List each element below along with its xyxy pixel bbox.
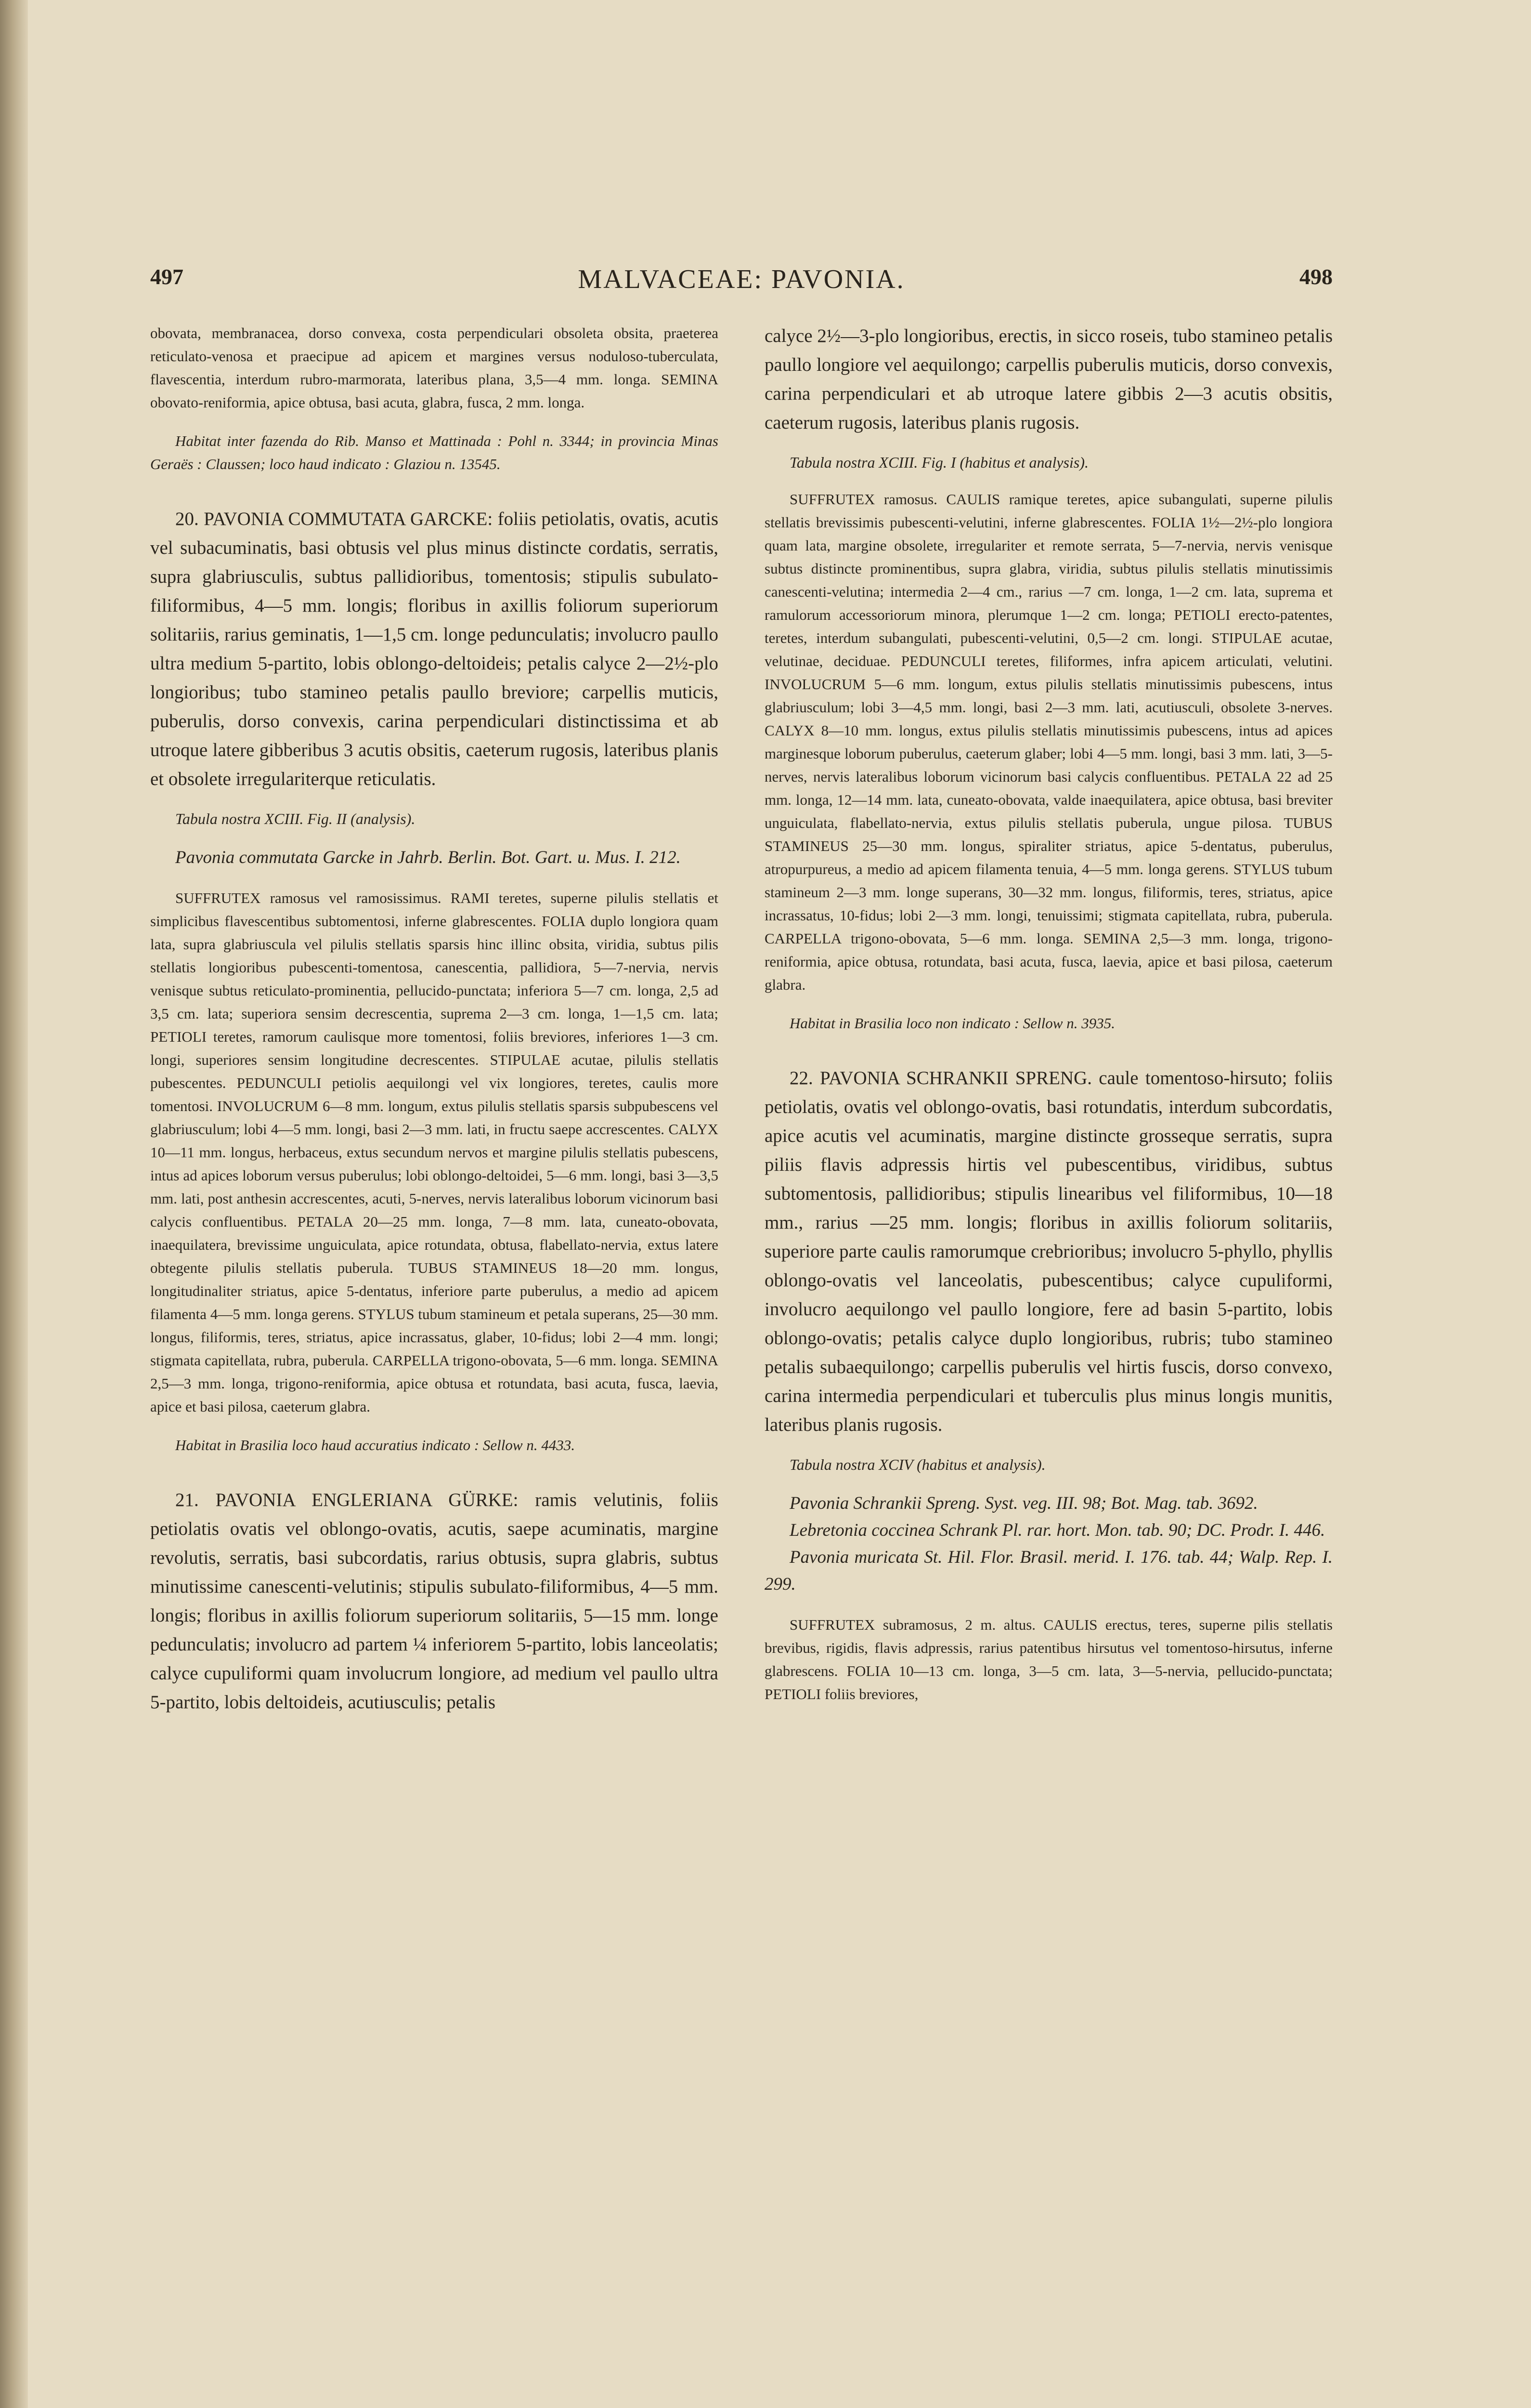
- species-heading-22: 22. PAVONIA SCHRANKII SPRENG. caule tomentoso-hirsuto; foliis petiolatis, ovatis vel oblongo-ovatis, basi rotundatis, interdum subcordatis, apice acutis vel acuminatis, margine distincte grosseque serratis, supra piliis flavis adpressis hirtis vel pubescentibus, viridibus, subtus subtomentosis, pallidioribus; stipulis linearibus vel filiformibus, 10—18 mm., rarius —25 mm. longis; floribus in axillis foliorum solitariis, superiore parte caulis ramorumque crebrioribus; involucro 5-phyllo, phyllis oblongo-ovatis vel lanceolatis, pubescentibus; calyce cupuliformi, involucro aequilongo vel paullo longiore, fere ad basin 5-partito, lobis oblongo-ovatis; petalis calyce duplo longioribus, rubris; tubo stamineo petalis subaequilongo; carpellis puberulis vel hirtis fuscis, dorso convexo, carina intermedia perpendiculari et tuberculis plus minus longis munitis, lateribus planis rugosis.: [765, 1068, 1333, 1435]
- continued-diagnosis: calyce 2½—3-plo longioribus, erectis, in sicco roseis, tubo stamineo petalis paullo longiore vel aequilongo; carpellis puberulis muticis, dorso convexis, carina perpendiculari et ab utroque latere gibbis 2—3 acutis obsitis, caeterum rugosis, lateribus planis rugosis.: [765, 326, 1333, 433]
- habitat-note: Habitat inter fazenda do Rib. Manso et Mattinada : Pohl n. 3344; in provincia Minas Geraës : Claussen; loco haud indicato : Glaziou n. 13545.: [150, 432, 718, 472]
- species-description: SUFFRUTEX ramosus. CAULIS ramique teretes, apice subangulati, superne pilulis stellatis brevissimis pubescenti-velutini, inferne glabrescentes. FOLIA 1½—2½-plo longiora quam lata, margine obsolete, irregulariter et remote serrata, 5—7-nervia, nervis venisque subtus distincte prominentibus, supra glabra, viridia, subtus pilulis stellatis minutissimis canescenti-velutina; intermedia 2—4 cm., rarius —7 cm. longa, 1—2 cm. lata, suprema et ramulorum accessoriorum minora, plerumque 1—2 cm. longa; PETIOLI erecto-patentes, teretes, interdum subangulati, pubescenti-velutini, 0,5—2 cm. longi. STIPULAE acutae, velutinae, deciduae. PEDUNCULI teretes, filiformes, infra apicem articulati, velutini. INVOLUCRUM 5—6 mm. longum, extus pilulis stellatis minutissimis pubescens, intus glabriusculum; lobi 3—4,5 mm. longi, basi 2—3 mm. lati, acutiusculi, obsolete 3-nerves. CALYX 8—10 mm. longus, extus pilulis stellatis minutissimis pubescens, intus ad apices marginesque loborum puberulus, caeterum glaber; lobi 4—5 mm. longi, basi 3 mm. lati, 3—5-nerves, nervis lateralibus loborum vicinorum basi calycis confluentibus. PETALA 22 ad 25 mm. longa, 12—14 mm. lata, cuneato-obovata, valde inaequilatera, apice obtusa, basi breviter unguiculata, flabellato-nervia, extus pilulis stellatis puberula, ungue pilosa. TUBUS STAMINEUS 25—30 mm. longus, spiraliter striatus, apice 5-dentatus, puberulus, atropurpureus, a medio ad apicem filamenta tenuia, 4—5 mm. longa gerens. STYLUS tubum stamineum 2—3 mm. longe superans, 30—32 mm. longus, filiformis, teres, striatus, apice incrassatus, 10-fidus; lobi 2—3 mm. longi, tenuissimi; stigmata capitellata, rubra, puberula. CARPELLA trigono-obovata, 5—6 mm. longa. SEMINA 2,5—3 mm. longa, trigono-reniformia, apice obtusa, rotundata, basi acuta, fusca, laevia, apice et basi pilosa, caeterum glabra.: [765, 491, 1333, 993]
- running-title: MALVACEAE: PAVONIA.: [578, 264, 905, 294]
- continued-description: obovata, membranacea, dorso convexa, costa perpendiculari obsoleta obsita, praeterea reticulato-venosa et praecipue ad apicem et margines versus noduloso-tuberculata, flavescentia, interdum rubro-marmorata, lateribus plana, 3,5—4 mm. longa. SEMINA obovato-reniformia, apice obtusa, basi acuta, glabra, fusca, 2 mm. longa.: [150, 325, 718, 411]
- plate-reference: Tabula nostra XCIII. Fig. I (habitus et analysis).: [790, 454, 1089, 471]
- plate-reference: Tabula nostra XCIV (habitus et analysis).: [790, 1456, 1046, 1473]
- page-header: [150, 264, 1333, 302]
- plate-reference: Tabula nostra XCIII. Fig. II (analysis).: [175, 810, 415, 827]
- habitat-note: Habitat in Brasilia loco non indicato : Sellow n. 3935.: [790, 1015, 1115, 1032]
- right-column: [765, 322, 1333, 1706]
- synonym: Pavonia muricata St. Hil. Flor. Brasil. merid. I. 176. tab. 44; Walp. Rep. I. 299.: [765, 1547, 1333, 1594]
- synonym: Pavonia Schrankii Spreng. Syst. veg. III. 98; Bot. Mag. tab. 3692.: [790, 1493, 1258, 1513]
- synonym: Pavonia commutata Garcke in Jahrb. Berlin. Bot. Gart. u. Mus. I. 212.: [175, 848, 681, 867]
- species-description: SUFFRUTEX ramosus vel ramosissimus. RAMI teretes, superne pilulis stellatis et simplicibus flavescentibus subtomentosi, inferne glabrescentes. FOLIA duplo longiora quam lata, supra glabriuscula vel pilulis stellatis sparsis hinc illinc obsita, viridia, subtus pilis stellatis longioribus pubescenti-tomentosa, canescentia, pallidiora, 5—7-nervia, nervis venisque subtus reticulato-prominentia, pellucido-punctata; inferiora 5—7 cm. longa, 2,5 ad 3,5 cm. lata; superiora sensim decrescentia, suprema 2—3 cm. longa, 1—1,5 cm. lata; PETIOLI teretes, ramorum caulisque more tomentosi, foliis breviores, inferiores 1—3 cm. longi, superiores sensim longitudine decrescentes. STIPULAE acutae, pilulis stellatis pubescentes. PEDUNCULI petiolis aequilongi vel vix longiores, teretes, caulis more tomentosi. INVOLUCRUM 6—8 mm. longum, extus pilulis stellatis sparsis subpubescens vel glabriusculum; lobi 4—5 mm. longi, basi 2—3 mm. lati, in fructu saepe accrescentes. CALYX 10—11 mm. longus, herbaceus, extus secundum nervos et margine pilulis stellatis pubescens, intus ad apices loborum versus puberulus; lobi oblongo-deltoidei, 5—6 mm. longi, basi 3—3,5 mm. lati, post anthesin accrescentes, acuti, 5-nerves, nervis lateralibus loborum vicinorum basi calycis confluentibus. PETALA 20—25 mm. longa, 7—8 mm. lata, cuneato-obovata, inaequilatera, brevissime unguiculata, apice rotundata, obtusa, flabellato-nervia, extus latere obtegente pilulis stellatis puberula. TUBUS STAMINEUS 18—20 mm. longus, longitudinaliter striatus, apice 5-dentatus, inferiore parte puberulus, a medio ad apicem filamenta 4—5 mm. longa gerens. STYLUS tubum stamineum et petala superans, 25—30 mm. longus, filiformis, teres, striatus, apice incrassatus, glaber, 10-fidus; lobi 2—4 mm. longi; stigmata capitellata, rubra, puberula. CARPELLA trigono-obovata, 5—6 mm. longa. SEMINA 2,5—3 mm. longa, trigono-reniformia, apice obtusa et rotundata, basi acuta, fusca, laevia, apice et basi pilosa, caeterum glabra.: [150, 890, 718, 1415]
- synonym: Lebretonia coccinea Schrank Pl. rar. hort. Mon. tab. 90; DC. Prodr. I. 446.: [790, 1520, 1325, 1540]
- book-binding-shadow: [0, 0, 28, 2408]
- left-column: [150, 322, 718, 1717]
- species-heading-20: 20. PAVONIA COMMUTATA GARCKE: foliis petiolatis, ovatis, acutis vel subacuminatis, basi obtusis vel plus minus distincte cordatis, serratis, supra glabriusculis, subtus pallidioribus, tomentosis; stipulis subulato-filiformibus, 4—5 mm. longis; floribus in axillis foliorum superiorum solitariis, rarius geminatis, 1—1,5 cm. longe pedunculatis; involucro paullo ultra medium 5-partito, lobis oblongo-deltoideis; petalis calyce 2—2½-plo longioribus; tubo stamineo petalis paullo breviore; carpellis muticis, puberulis, dorso convexis, carina perpendiculari distinctissima et ab utroque latere gibberibus 3 acutis obsitis, caeterum rugosis, lateribus planis et obsolete irregulariterque reticulatis.: [150, 509, 718, 789]
- species-heading-21: 21. PAVONIA ENGLERIANA GÜRKE: ramis velutinis, foliis petiolatis ovatis vel oblongo-ovatis, acutis, saepe acuminatis, margine revolutis, serratis, basi subcordatis, rarius obtusis, supra glabris, subtus minutissime canescenti-velutinis; stipulis subulato-filiformibus, 4—5 mm. longis; floribus in axillis foliorum superiorum solitariis, 5—15 mm. longe pedunculatis; involucro ad partem ¼ inferiorem 5-partito, lobis lanceolatis; calyce cupuliformi quam involucrum longiore, ad medium vel paullo ultra 5-partito, lobis deltoideis, acutiusculis; petalis: [150, 1490, 718, 1713]
- habitat-note: Habitat in Brasilia loco haud accuratius indicato : Sellow n. 4433.: [175, 1437, 575, 1453]
- species-description: SUFFRUTEX subramosus, 2 m. altus. CAULIS erectus, teres, superne pilis stellatis brevibus, rigidis, flavis adpressis, rarius patentibus hirsutus vel tomentoso-hirsutus, inferne glabrescens. FOLIA 10—13 cm. longa, 3—5 cm. lata, 3—5-nervia, pellucido-punctata; PETIOLI foliis breviores,: [765, 1616, 1333, 1702]
- left-page-number: 497: [150, 264, 183, 289]
- right-page-number: 498: [1299, 264, 1333, 289]
